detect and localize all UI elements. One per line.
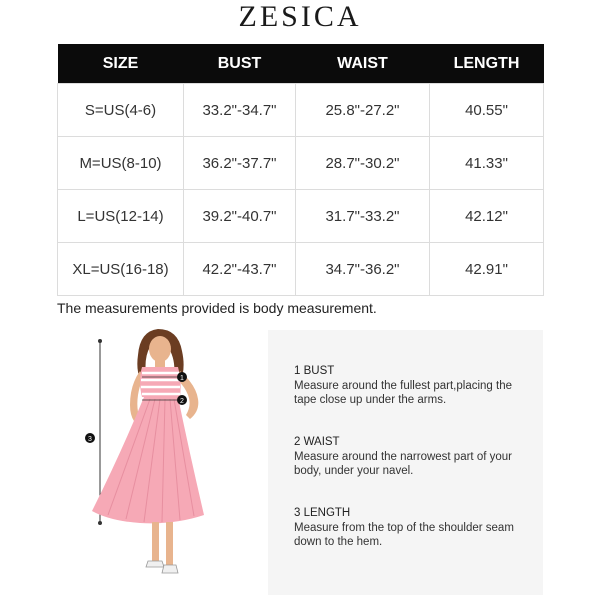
face bbox=[149, 336, 171, 362]
measurement-guide-panel bbox=[268, 330, 543, 595]
left-leg bbox=[152, 522, 159, 562]
cell-waist: 31.7"-33.2" bbox=[296, 190, 430, 243]
cell-length: 40.55" bbox=[430, 84, 544, 137]
size-chart-table bbox=[57, 44, 544, 296]
length-guide-top-dot bbox=[98, 339, 102, 343]
cell-bust: 33.2"-34.7" bbox=[184, 84, 296, 137]
header-bust: BUST bbox=[184, 44, 296, 84]
model-figure bbox=[70, 325, 270, 600]
spec-waist-title: 2 WAIST bbox=[294, 436, 340, 448]
marker-2 bbox=[177, 395, 187, 405]
spec-waist-desc: Measure around the narrowest part of your body, under your navel. bbox=[294, 450, 512, 477]
right-leg bbox=[166, 522, 173, 566]
spec-bust-title: 1 BUST bbox=[294, 365, 335, 377]
marker-3 bbox=[85, 433, 95, 443]
spec-length bbox=[294, 506, 534, 550]
header-waist: WAIST bbox=[296, 44, 430, 84]
marker-3-label: 3 bbox=[88, 436, 92, 443]
table-row bbox=[58, 243, 544, 296]
brand-logo: ZESICA bbox=[238, 0, 362, 33]
spec-waist bbox=[294, 435, 534, 479]
table-row bbox=[58, 190, 544, 243]
spec-length-desc: Measure from the top of the shoulder seam down to the hem. bbox=[294, 521, 514, 548]
marker-1 bbox=[177, 372, 187, 382]
cell-bust: 39.2"-40.7" bbox=[184, 190, 296, 243]
spec-length-title: 3 LENGTH bbox=[294, 507, 351, 519]
table-header-row bbox=[58, 44, 544, 84]
header-length: LENGTH bbox=[430, 44, 544, 84]
spec-bust bbox=[294, 364, 534, 408]
cell-size: S=US(4-6) bbox=[58, 84, 184, 137]
model-illustration bbox=[70, 325, 270, 600]
cell-bust: 42.2"-43.7" bbox=[184, 243, 296, 296]
left-shoe bbox=[146, 561, 164, 567]
table-row bbox=[58, 84, 544, 137]
marker-1-label: 1 bbox=[180, 375, 184, 382]
cell-length: 41.33" bbox=[430, 137, 544, 190]
length-guide-bottom-dot bbox=[98, 521, 102, 525]
marker-2-label: 2 bbox=[180, 398, 184, 405]
cell-waist: 25.8"-27.2" bbox=[296, 84, 430, 137]
table-row bbox=[58, 137, 544, 190]
cell-waist: 34.7"-36.2" bbox=[296, 243, 430, 296]
header-size: SIZE bbox=[58, 44, 184, 84]
measurement-note: The measurements provided is body measurement. bbox=[57, 300, 377, 316]
cell-size: M=US(8-10) bbox=[58, 137, 184, 190]
cell-size: XL=US(16-18) bbox=[58, 243, 184, 296]
cell-length: 42.12" bbox=[430, 190, 544, 243]
cell-waist: 28.7"-30.2" bbox=[296, 137, 430, 190]
cell-size: L=US(12-14) bbox=[58, 190, 184, 243]
right-shoe bbox=[162, 565, 178, 573]
cell-bust: 36.2"-37.7" bbox=[184, 137, 296, 190]
striped-top bbox=[140, 367, 181, 397]
neck bbox=[155, 359, 165, 367]
spec-bust-desc: Measure around the fullest part,placing the tape close up under the arms. bbox=[294, 379, 512, 406]
cell-length: 42.91" bbox=[430, 243, 544, 296]
